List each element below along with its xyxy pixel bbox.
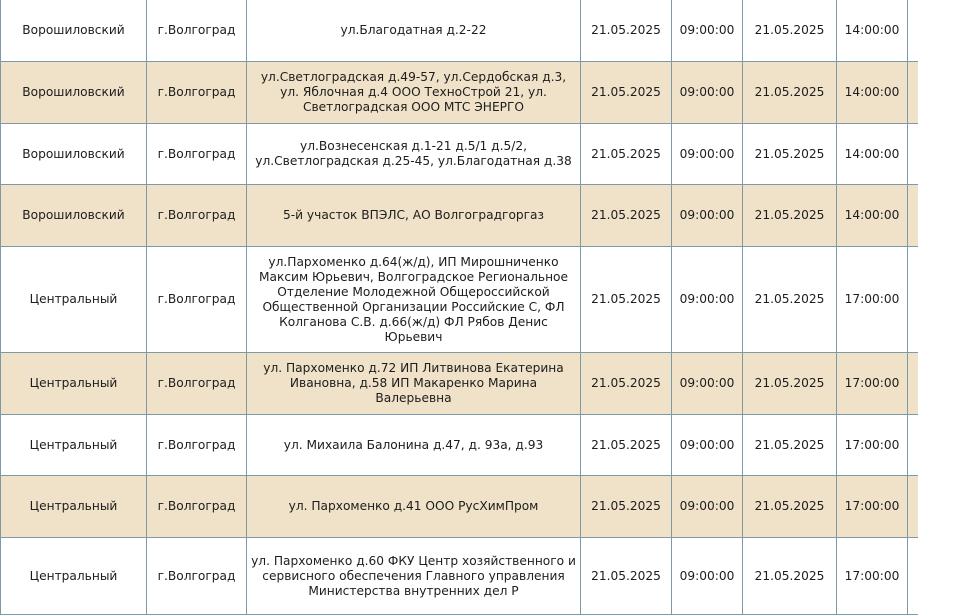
address-cell: 5-й участок ВПЭЛС, АО Волгоградгоргаз [247,185,581,247]
city-cell: г.Волгоград [147,62,247,124]
district-cell: Центральный [1,353,147,415]
cut-off-column-cell [908,247,919,353]
end-date-cell: 21.05.2025 [743,0,837,62]
address-cell: ул. Михаила Балонина д.47, д. 93а, д.93 [247,415,581,476]
table-row [1,62,919,124]
start-time-cell: 09:00:00 [672,415,743,476]
table-row [1,415,919,476]
cut-off-column-cell [908,0,919,62]
start-date-cell: 21.05.2025 [581,476,672,538]
cut-off-column-cell [908,353,919,415]
city-cell: г.Волгоград [147,415,247,476]
address-cell: ул. Пархоменко д.72 ИП Литвинова Екатерина Ивановна, д.58 ИП Макаренко Марина Валерьевна [247,353,581,415]
table-row [1,353,919,415]
start-date-cell: 21.05.2025 [581,124,672,185]
start-time-cell: 09:00:00 [672,247,743,353]
end-date-cell: 21.05.2025 [743,538,837,615]
table-row [1,124,919,185]
table-row [1,185,919,247]
address-cell: ул.Вознесенская д.1-21 д.5/1 д.5/2, ул.Светлоградская д.25-45, ул.Благодатная д.38 [247,124,581,185]
address-cell: ул. Пархоменко д.60 ФКУ Центр хозяйственного и сервисного обеспечения Главного управления Министерства внутренних дел Р [247,538,581,615]
cut-off-column-cell [908,124,919,185]
district-cell: Ворошиловский [1,62,147,124]
table-row [1,247,919,353]
start-date-cell: 21.05.2025 [581,247,672,353]
district-cell: Центральный [1,247,147,353]
end-time-cell: 14:00:00 [837,62,908,124]
end-time-cell: 17:00:00 [837,538,908,615]
address-cell: ул.Светлоградская д.49-57, ул.Сердобская д.3, ул. Яблочная д.4 ООО ТехноСтрой 21, ул. Светлоградская ООО МТС ЭНЕРГО [247,62,581,124]
start-date-cell: 21.05.2025 [581,62,672,124]
district-cell: Ворошиловский [1,124,147,185]
cut-off-column-cell [908,185,919,247]
table-row [1,0,919,62]
end-date-cell: 21.05.2025 [743,415,837,476]
address-cell: ул.Благодатная д.2-22 [247,0,581,62]
start-time-cell: 09:00:00 [672,476,743,538]
end-date-cell: 21.05.2025 [743,353,837,415]
address-cell: ул. Пархоменко д.41 ООО РусХимПром [247,476,581,538]
end-date-cell: 21.05.2025 [743,124,837,185]
start-date-cell: 21.05.2025 [581,0,672,62]
end-time-cell: 17:00:00 [837,247,908,353]
cut-off-column-cell [908,415,919,476]
start-date-cell: 21.05.2025 [581,415,672,476]
table-row [1,476,919,538]
start-time-cell: 09:00:00 [672,0,743,62]
cut-off-column-cell [908,476,919,538]
end-time-cell: 17:00:00 [837,476,908,538]
district-cell: Ворошиловский [1,0,147,62]
city-cell: г.Волгоград [147,353,247,415]
start-date-cell: 21.05.2025 [581,185,672,247]
start-time-cell: 09:00:00 [672,185,743,247]
start-time-cell: 09:00:00 [672,353,743,415]
city-cell: г.Волгоград [147,476,247,538]
city-cell: г.Волгоград [147,0,247,62]
district-cell: Центральный [1,476,147,538]
end-date-cell: 21.05.2025 [743,62,837,124]
start-time-cell: 09:00:00 [672,538,743,615]
start-time-cell: 09:00:00 [672,124,743,185]
end-time-cell: 14:00:00 [837,124,908,185]
end-time-cell: 14:00:00 [837,185,908,247]
district-cell: Центральный [1,538,147,615]
city-cell: г.Волгоград [147,124,247,185]
address-cell: ул.Пархоменко д.64(ж/д), ИП Мирошниченко Максим Юрьевич, Волгоградское Региональное Отделение Молодежной Общероссийской Общественной Организации Российские С, ФЛ Колганова С.В. д.66(ж/д) ФЛ Рябов Денис Юрьевич [247,247,581,353]
cut-off-column-cell [908,62,919,124]
start-time-cell: 09:00:00 [672,62,743,124]
end-date-cell: 21.05.2025 [743,247,837,353]
district-cell: Ворошиловский [1,185,147,247]
end-date-cell: 21.05.2025 [743,185,837,247]
cut-off-column-cell [908,538,919,615]
start-date-cell: 21.05.2025 [581,353,672,415]
start-date-cell: 21.05.2025 [581,538,672,615]
table-row [1,538,919,615]
district-cell: Центральный [1,415,147,476]
end-time-cell: 17:00:00 [837,415,908,476]
city-cell: г.Волгоград [147,247,247,353]
end-time-cell: 14:00:00 [837,0,908,62]
city-cell: г.Волгоград [147,538,247,615]
end-date-cell: 21.05.2025 [743,476,837,538]
city-cell: г.Волгоград [147,185,247,247]
end-time-cell: 17:00:00 [837,353,908,415]
